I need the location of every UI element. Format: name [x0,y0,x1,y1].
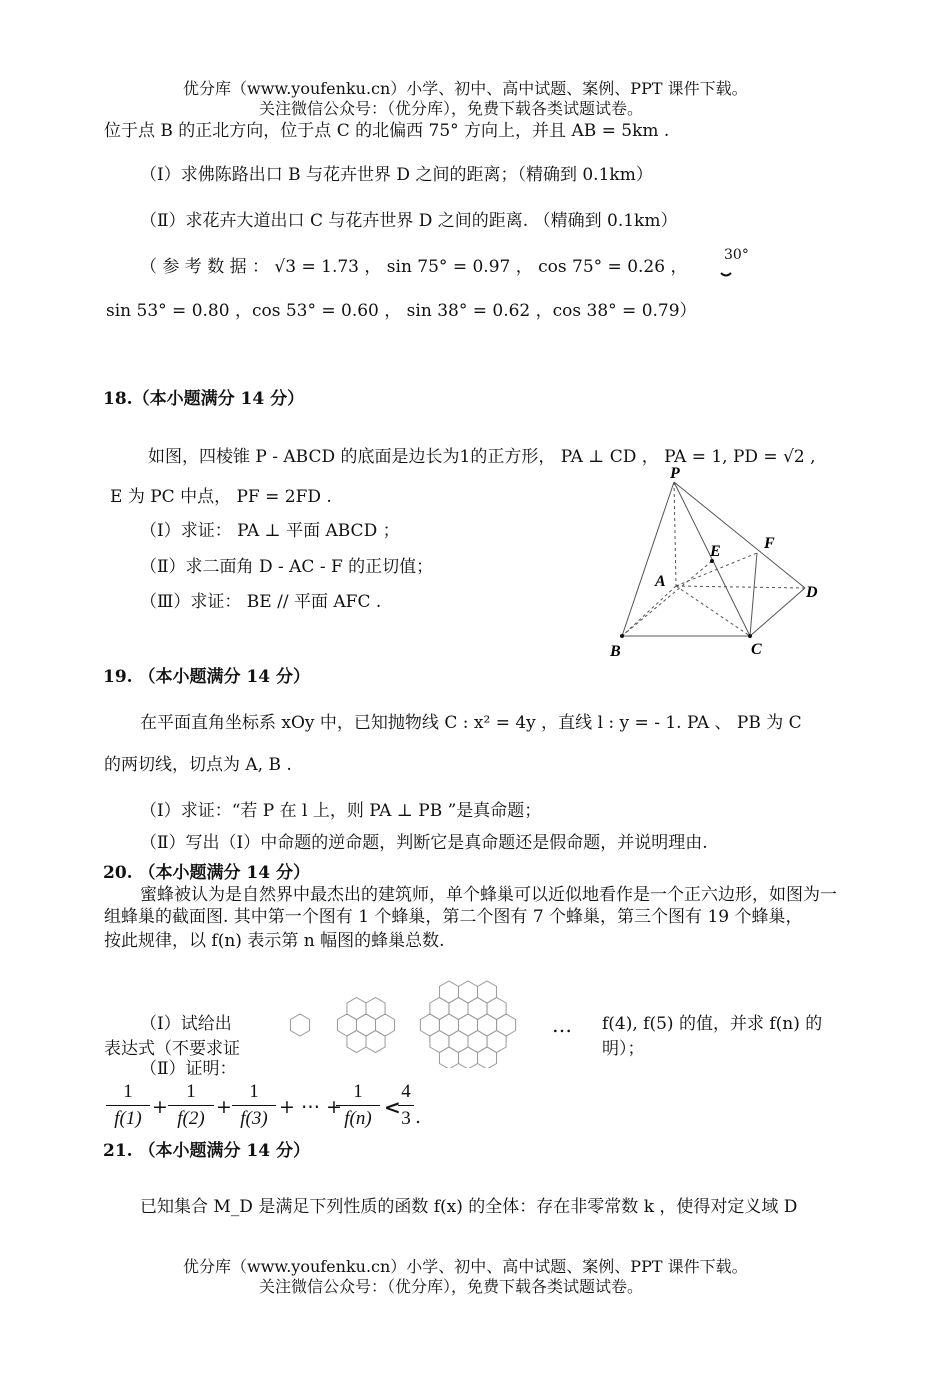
ineq-plus-2: + [216,1096,232,1118]
q19-stem-2: 的两切线，切点为 A, B . [104,755,292,775]
q20-stem-2: 组蜂巢的截面图. 其中第一个图有 1 个蜂巢，第二个图有 7 个蜂巢，第三个图有 19 个蜂巢， [104,907,803,927]
footer-line-2: 关注微信公众号：（优分库），免费下载各类试题试卷。 [259,1277,644,1296]
ineq-term-3-den: f(3) [240,1108,268,1129]
ineq-term-2 [168,1080,214,1131]
q17-continuation: 位于点 B 的正北方向，位于点 C 的北偏西 75° 方向上，并且 AB = 5km . [104,121,670,141]
label-C: C [751,641,762,658]
ineq-term-n-den: f(n) [344,1108,372,1129]
q18-stem-1: 如图，四棱锥 P - ABCD 的底面是边长为1的正方形， PA ⊥ CD ， PA = 1, PD = √2 , [148,447,816,467]
ineq-term-3 [232,1080,276,1131]
label-P: P [670,465,680,482]
q18-stem-2: E 为 PC 中点， PF = 2FD . [110,487,332,507]
point-B [620,634,624,638]
ineq-rhs [398,1080,414,1131]
ineq-term-2-num: 1 [186,1081,196,1102]
honeycomb-cell [439,1047,458,1068]
q19-heading: 19. （本小题满分 14 分） [103,667,310,687]
q19-part-1: （Ⅰ）求证：“若 P 在 l 上，则 PA ⊥ PB ”是真命题； [140,801,542,821]
ineq-term-1 [106,1080,150,1131]
label-D: D [806,584,818,601]
honeycomb-cell [290,1014,309,1036]
q18-part-1: （Ⅰ）求证： PA ⊥ 平面 ABCD ； [140,521,400,541]
q20-part-1-cont-left: 表达式（不要求证 [104,1039,240,1059]
q19-part-2: （Ⅱ）写出（Ⅰ）中命题的逆命题，判断它是真命题还是假命题，并说明理由. [140,833,708,853]
q21-heading: 21. （本小题满分 14 分） [103,1141,310,1161]
ineq-less-than: < [384,1095,401,1119]
ineq-term-n [336,1080,380,1131]
point-C [748,634,752,638]
honeycomb-cell [497,1014,516,1036]
honeycomb-cell [458,1047,477,1068]
q20-part-2: （Ⅱ）证明： [140,1059,237,1079]
footer-line-1: 优分库（www.youfenku.cn）小学、初中、高中试题、案例、PPT 课件下载。 [183,1257,748,1276]
ineq-end: . [415,1106,422,1128]
ineq-rhs-num: 4 [401,1081,411,1102]
q17-figure-fragment: 30° [724,247,749,263]
honeycomb-1 [290,1014,309,1036]
honeycomb-figures [280,968,540,1068]
q20-part-1-left: （Ⅰ）试给出 [140,1014,232,1034]
label-B: B [610,643,621,660]
q20-part-1-right: f(4), f(5) 的值，并求 f(n) 的 [602,1014,823,1034]
q20-heading: 20. （本小题满分 14 分） [103,863,310,883]
q18-part-3: （Ⅲ）求证： BE // 平面 AFC . [140,592,382,612]
q17-part-1: （Ⅰ）求佛陈路出口 B 与花卉世界 D 之间的距离；（精确到 0.1km） [140,165,653,185]
q17-reference-data-1: （ 参 考 数 据 ： √3 = 1.73 ， sin 75° = 0.97 ， cos 75° = 0.26 ， [140,257,688,277]
q19-stem-1: 在平面直角坐标系 xOy 中，已知抛物线 C : x² = 4y ，直线 l : y = - 1. PA 、 PB 为 C [140,713,802,733]
honeycomb-2 [337,998,394,1053]
label-E: E [710,543,721,560]
figure-fragment-arc [718,268,738,282]
ineq-plus-1: + [152,1096,168,1118]
ineq-rhs-den: 3 [401,1108,411,1129]
q20-stem-1: 蜜蜂被认为是自然界中最杰出的建筑师，单个蜂巢可以近似地看作是一个正六边形，如图为一 [140,885,837,905]
q20-part-1-cont-right: 明）； [602,1039,645,1059]
label-F: F [764,535,775,552]
honeycomb-ellipsis: … [552,1013,572,1037]
q18-part-2: （Ⅱ）求二面角 D - AC - F 的正切值； [140,557,434,577]
q17-reference-data-2: sin 53° = 0.80 ，cos 53° = 0.60 ， sin 38° = 0.62 ，cos 38° = 0.79） [106,301,697,321]
honeycomb-cell [478,1047,497,1068]
header-line-1: 优分库（www.youfenku.cn）小学、初中、高中试题、案例、PPT 课件下载。 [183,79,748,98]
ineq-term-2-den: f(2) [177,1108,205,1129]
label-A: A [655,573,666,590]
q21-stem-1: 已知集合 M_D 是满足下列性质的函数 f(x) 的全体：存在非零常数 k ，使得对定义域 D [140,1197,798,1217]
q18-heading: 18.（本小题满分 14 分） [103,389,305,409]
ineq-term-3-num: 1 [249,1081,259,1102]
ineq-dots: + ⋯ + [279,1096,342,1118]
pyramid-figure [600,460,830,665]
header-line-2: 关注微信公众号：（优分库），免费下载各类试题试卷。 [259,99,644,118]
ineq-term-n-num: 1 [353,1081,363,1102]
honeycomb-3 [420,981,515,1068]
q20-stem-3: 按此规律，以 f(n) 表示第 n 幅图的蜂巢总数. [104,931,445,951]
ineq-term-1-den: f(1) [114,1108,142,1129]
q17-part-2: （Ⅱ）求花卉大道出口 C 与花卉世界 D 之间的距离. （精确到 0.1km） [140,211,678,231]
honeycomb-cell [376,1014,395,1036]
ineq-term-1-num: 1 [123,1081,133,1102]
